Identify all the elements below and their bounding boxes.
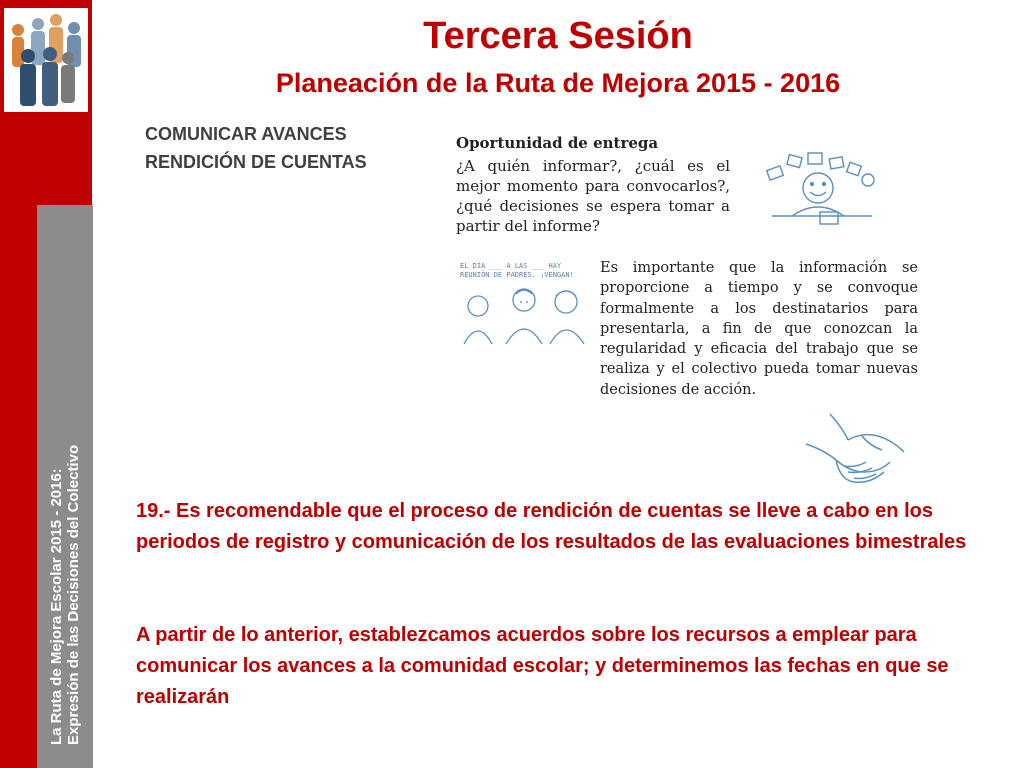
sidebar-line-1: La Ruta de Mejora Escolar 2015 - 2016: [48,468,65,745]
section-label-line-2: RENDICIÓN DE CUENTAS [145,152,367,172]
comic-people-illustration [458,278,590,344]
section-label-line-1: COMUNICAR AVANCES [145,124,347,144]
importance-paragraph: Es importante que la información se proporcione a tiempo y se convoque formalmente a los destinatarios para presentarla, a fin de que conozcan la regularidad y eficacia del trabajo que se realiza y el colectivo pueda tomar nuevas decisiones de acción. [600,260,918,398]
section-label [145,120,367,176]
page-title: Tercera Sesión [423,15,693,57]
sidebar-vertical-text [48,215,82,745]
delivery-title: Oportunidad de entrega [456,134,659,152]
smiley-papers-illustration [760,150,885,235]
handshake-illustration [800,410,910,492]
delivery-questions: ¿A quién informar?, ¿cuál es el mejor momento para convocarlos?, ¿qué decisiones se espera tomar a partir del informe? [456,157,730,235]
page-subtitle: Planeación de la Ruta de Mejora 2015 - 2016 [275,68,841,98]
comic-caption: EL DÍA ___ A LAS ___ HAY REUNIÓN DE PADRES. ¡VENGAN! [460,262,574,279]
recommendation-paragraph: 19.- Es recomendable que el proceso de rendición de cuentas se lleve a cabo en los periodos de registro y comunicación de los resultados de las evaluaciones bimestrales [136,500,967,553]
sidebar-line-2: Expresión de las Decisiones del Colectivo [65,444,82,745]
people-group-icon [4,8,88,112]
agreement-paragraph: A partir de lo anterior, establezcamos acuerdos sobre los recursos a emplear para comunicar los avances a la comunidad escolar; y determinemos las fechas en que se realizarán [136,624,949,708]
people-logo [4,8,88,112]
